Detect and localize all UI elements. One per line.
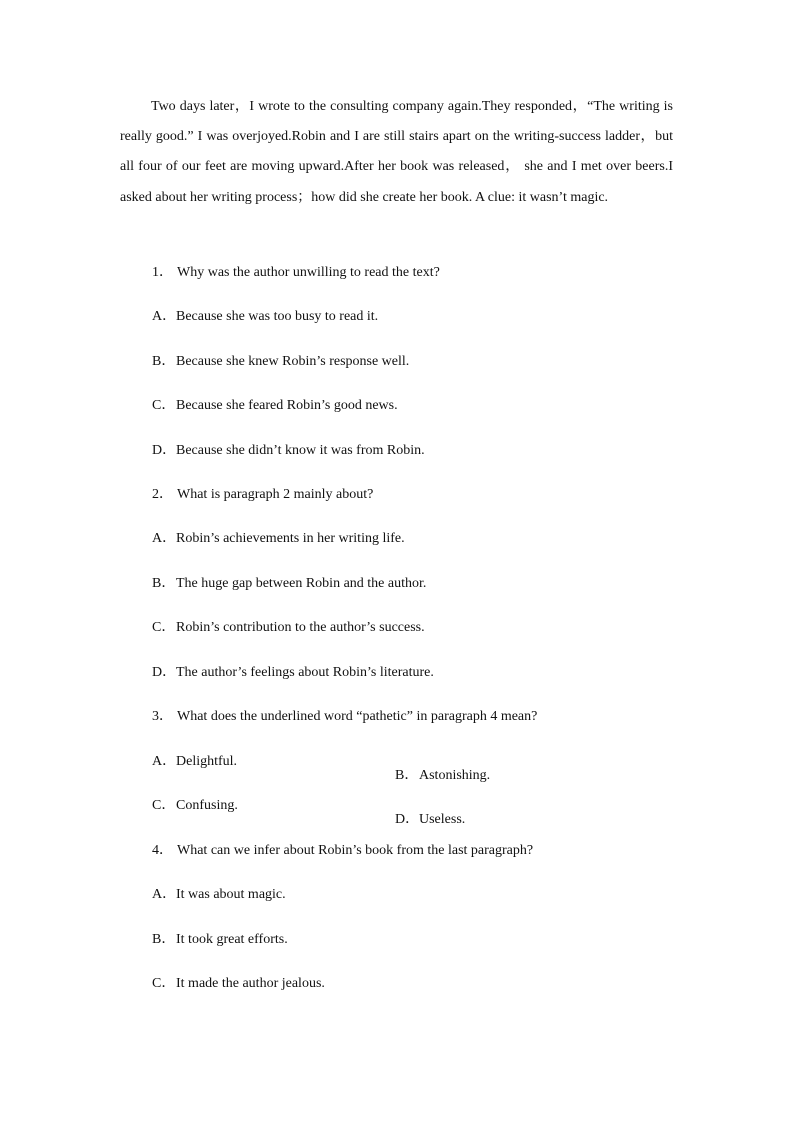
question-stem: What is paragraph 2 mainly about?	[177, 487, 374, 502]
question-number: 2．	[152, 487, 173, 502]
option-letter: B．	[152, 354, 176, 369]
question-number: 1．	[152, 265, 173, 280]
question-2	[152, 485, 373, 505]
option-letter: D．	[152, 665, 177, 680]
option-text: Useless.	[419, 812, 466, 827]
question-stem: What does the underlined word “pathetic” in paragraph 4 mean?	[177, 709, 538, 724]
question-stem: Why was the author unwilling to read the text?	[177, 265, 440, 280]
option-1c	[152, 396, 398, 416]
question-number: 3．	[152, 709, 173, 724]
option-letter: B．	[152, 932, 176, 947]
option-letter: A．	[152, 754, 177, 769]
option-text: Because she feared Robin’s good news.	[176, 398, 398, 413]
option-letter: C．	[152, 976, 176, 991]
option-text: It was about magic.	[176, 887, 286, 902]
option-letter: B．	[395, 768, 419, 783]
option-text: Because she knew Robin’s response well.	[176, 354, 410, 369]
option-2a	[152, 529, 405, 549]
option-2b	[152, 574, 426, 594]
option-text: It made the author jealous.	[176, 976, 325, 991]
option-letter: D．	[395, 812, 420, 827]
question-3	[152, 707, 537, 727]
option-letter: A．	[152, 531, 177, 546]
option-3a	[152, 752, 237, 772]
option-letter: A．	[152, 887, 177, 902]
option-1b	[152, 352, 409, 372]
option-letter: C．	[152, 798, 176, 813]
option-4b	[152, 930, 288, 950]
option-text: Because she was too busy to read it.	[176, 309, 379, 324]
option-text: Robin’s achievements in her writing life.	[176, 531, 405, 546]
option-4c	[152, 974, 325, 994]
question-stem: What can we infer about Robin’s book from the last paragraph?	[177, 843, 534, 858]
passage-paragraph: Two days later，I wrote to the consulting company again.They responded，“The writing is really good.” I was overjoyed.Robin and I are still stairs apart on the writing-success ladder，but all four of our feet are moving upward.After her book was released， she and I met over beers.I asked about her writing process；how did she create her book. A clue: it wasn’t magic.	[120, 99, 673, 205]
option-text: Confusing.	[176, 798, 238, 813]
option-text: Astonishing.	[419, 768, 491, 783]
option-letter: D．	[152, 443, 177, 458]
option-text: Because she didn’t know it was from Robin.	[176, 443, 425, 458]
option-text: The author’s feelings about Robin’s literature.	[176, 665, 434, 680]
option-1d	[152, 441, 425, 461]
option-text: Delightful.	[176, 754, 238, 769]
option-2c	[152, 618, 425, 638]
option-letter: B．	[152, 576, 176, 591]
option-2d	[152, 663, 434, 683]
question-number: 4．	[152, 843, 173, 858]
option-text: Robin’s contribution to the author’s success.	[176, 620, 425, 635]
option-letter: C．	[152, 398, 176, 413]
option-1a	[152, 307, 378, 327]
option-text: The huge gap between Robin and the author.	[176, 576, 427, 591]
option-letter: A．	[152, 309, 177, 324]
option-text: It took great efforts.	[176, 932, 288, 947]
option-4a	[152, 885, 286, 905]
question-1	[152, 263, 440, 283]
option-3b	[395, 766, 490, 786]
option-letter: C．	[152, 620, 176, 635]
option-3d	[395, 810, 465, 830]
option-3c	[152, 796, 238, 816]
question-4	[152, 841, 533, 861]
